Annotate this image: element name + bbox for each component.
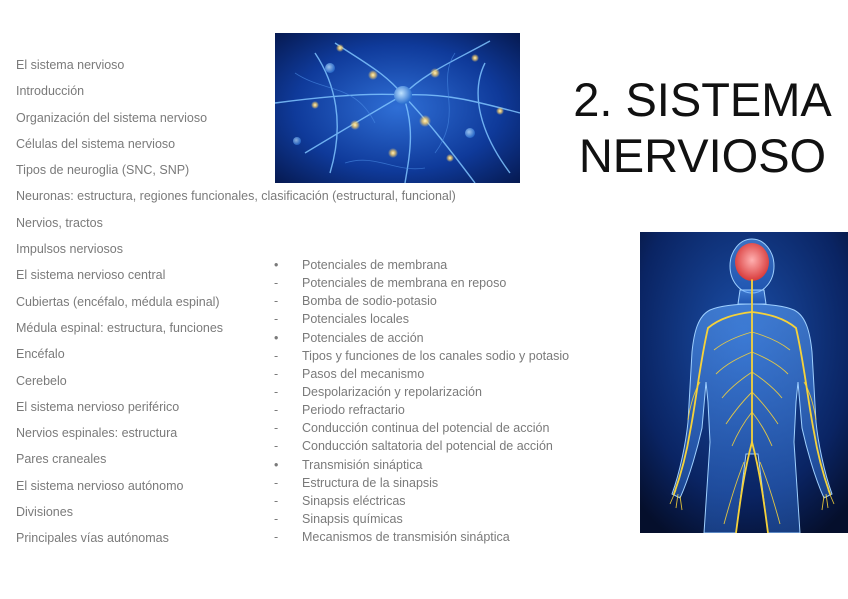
topic-item: Introducción <box>16 84 85 99</box>
subtopic-item <box>272 365 569 383</box>
subtopic-item <box>272 256 569 274</box>
subtopic-label: Sinapsis químicas <box>302 511 403 526</box>
topic-item: Nervios, tractos <box>16 215 103 230</box>
subtopic-item <box>272 310 569 328</box>
list-marker: - <box>274 421 279 436</box>
subtopic-item <box>272 528 569 546</box>
subtopic-item <box>272 329 569 347</box>
topic-item: Divisiones <box>16 505 73 520</box>
slide-title <box>565 72 840 184</box>
list-marker: - <box>274 312 279 327</box>
subtopic-label: Periodo refractario <box>302 403 405 418</box>
topic-item: El sistema nervioso periférico <box>16 399 180 414</box>
topic-item: Células del sistema nervioso <box>16 136 176 151</box>
subtopic-label: Mecanismos de transmisión sináptica <box>302 530 510 545</box>
topic-item: Organización del sistema nervioso <box>16 110 208 125</box>
subtopic-label: Despolarización y repolarización <box>302 384 482 399</box>
topic-item: Encéfalo <box>16 347 65 362</box>
nervous-system-body-image <box>640 232 848 533</box>
subtopic-label: Potenciales locales <box>302 312 410 327</box>
list-marker: • <box>274 330 279 345</box>
subtopic-label: Tipos y funciones de los canales sodio y potasio <box>302 348 570 363</box>
list-marker: - <box>274 511 279 526</box>
subtopic-label: Potenciales de membrana <box>302 258 448 272</box>
list-marker: - <box>274 366 279 381</box>
list-marker: • <box>274 457 279 472</box>
topic-item: Cerebelo <box>16 373 67 388</box>
topic-item: El sistema nervioso central <box>16 268 166 283</box>
subtopic-item <box>272 274 569 292</box>
topic-item: Cubiertas (encéfalo, médula espinal) <box>16 294 220 309</box>
subtopic-label: Potenciales de membrana en reposo <box>302 276 507 291</box>
subtopic-list <box>272 256 569 546</box>
list-marker: - <box>274 439 279 454</box>
topic-item: Impulsos nerviosos <box>16 242 123 257</box>
list-marker: - <box>274 403 279 418</box>
list-marker: • <box>274 258 279 272</box>
list-marker: - <box>274 530 279 545</box>
list-marker: - <box>274 348 279 363</box>
subtopic-item <box>272 437 569 455</box>
subtopic-item <box>272 456 569 474</box>
subtopic-label: Transmisión sináptica <box>302 457 423 472</box>
topic-item: Neuronas: estructura, regiones funcionales, clasificación (estructural, funcional) <box>16 189 456 204</box>
list-marker: - <box>274 384 279 399</box>
subtopic-label: Estructura de la sinapsis <box>302 475 439 490</box>
subtopic-item <box>272 510 569 528</box>
subtopic-label: Conducción continua del potencial de acción <box>302 421 550 436</box>
topic-item: Médula espinal: estructura, funciones <box>16 320 224 335</box>
slide-title-line1: 2. SISTEMA <box>573 73 832 126</box>
list-marker: - <box>274 475 279 490</box>
topic-item: Principales vías autónomas <box>16 531 169 546</box>
topic-item: Nervios espinales: estructura <box>16 426 178 441</box>
subtopic-item <box>272 347 569 365</box>
subtopic-label: Pasos del mecanismo <box>302 366 425 381</box>
topic-item: Tipos de neuroglia (SNC, SNP) <box>16 163 190 178</box>
subtopic-label: Potenciales de acción <box>302 330 424 345</box>
topic-item: El sistema nervioso autónomo <box>16 478 184 493</box>
list-marker: - <box>274 493 279 508</box>
subtopic-label: Bomba de sodio-potasio <box>302 294 437 309</box>
topic-item: Pares craneales <box>16 452 107 467</box>
subtopic-item <box>272 292 569 310</box>
list-marker: - <box>274 294 279 309</box>
subtopic-item <box>272 401 569 419</box>
topic-item: El sistema nervioso <box>16 58 125 72</box>
subtopic-label: Conducción saltatoria del potencial de acción <box>302 439 553 454</box>
list-marker: - <box>274 276 279 291</box>
slide-title-line2: NERVIOSO <box>578 129 827 182</box>
subtopic-label: Sinapsis eléctricas <box>302 493 406 508</box>
subtopic-item <box>272 383 569 401</box>
subtopic-item <box>272 474 569 492</box>
neuron-image <box>275 33 520 183</box>
subtopic-item <box>272 492 569 510</box>
subtopic-item <box>272 419 569 437</box>
